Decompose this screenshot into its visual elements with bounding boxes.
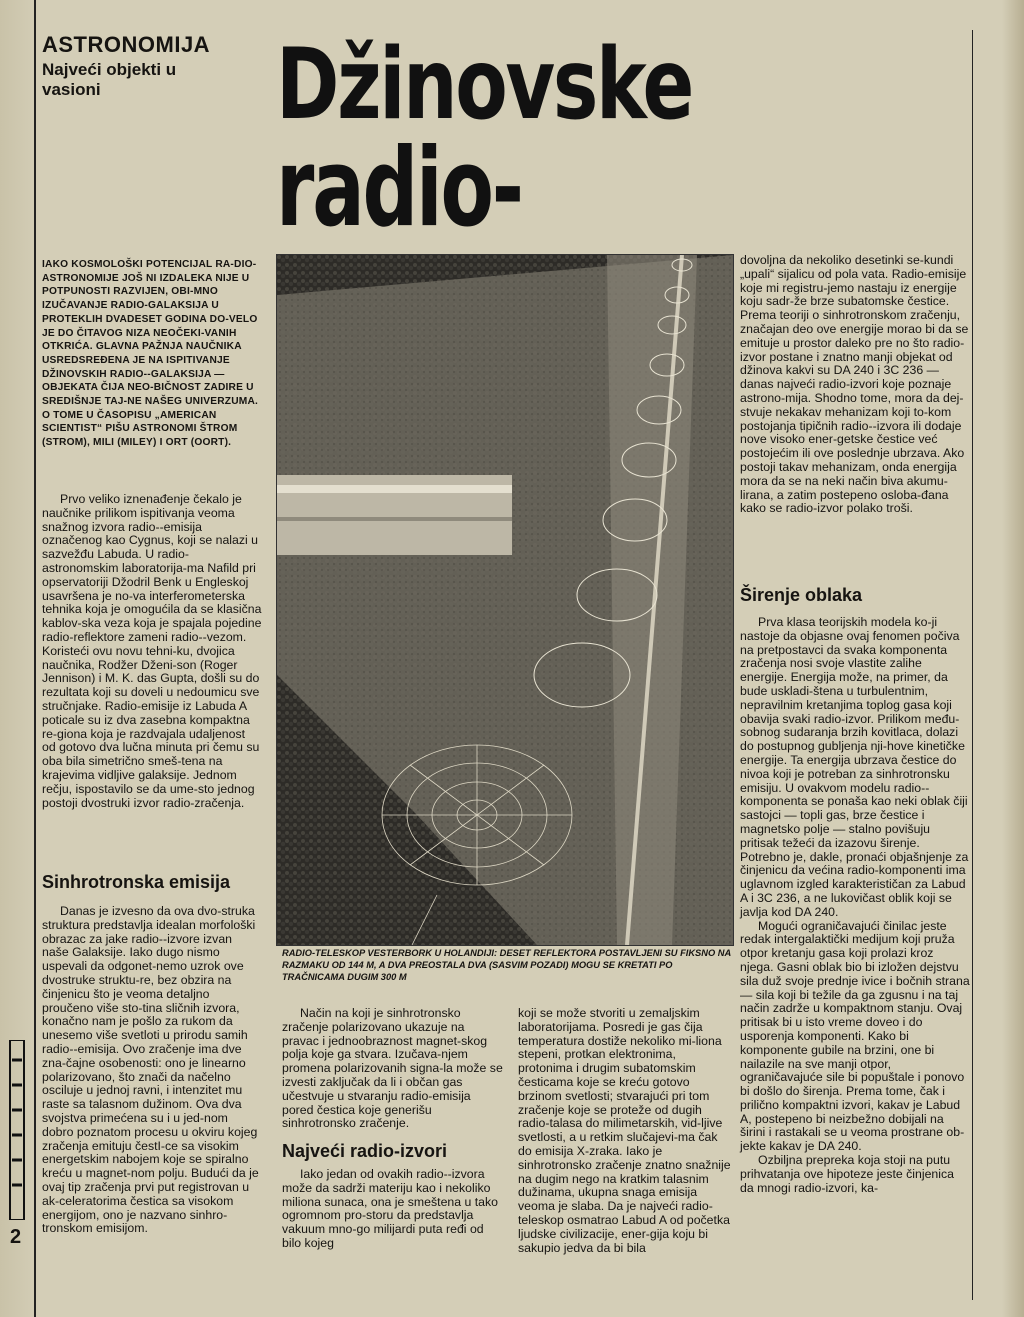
section-subtitle: Najveći objekti u vasioni (42, 60, 177, 99)
column-1-upper (42, 493, 262, 810)
subheading-largest-sources: Najveći radio-izvori (282, 1141, 448, 1161)
column-2-upper (282, 1007, 504, 1131)
left-border-rule (34, 0, 36, 1317)
column-3 (518, 1007, 732, 1255)
page-edge (1002, 0, 1024, 1317)
section-title: ASTRONOMIJA (42, 32, 211, 57)
paragraph: koji se može stvoriti u zemaljskim laboratorijama. Posredi je gas čija temperatura dostiže nekoliko mi-liona stepeni, protkan elektronima, protonima i drugim subatomskim česticama koje se kreću gotovo brzinom svetlosti; stvarajući pri tom zračenje koje se proteže od dugih radio-talasa do milimetarskih, vid-ljive svetlosti, a u retkim slučajevi-ma čak do emisija X-zraka. Iako je sinhrotronsko zračenje znatno snažnije na dugim nego na kratkim talasnim dužinama, ukupna snaga emisija veoma je slaba. Da je najveći radio-teleskop osmatrao Labud A od početka ljudske civilizacije, ener-gija koju bi sakupio jedva da bi bila (518, 1006, 731, 1255)
radio-telescope-photo (276, 254, 734, 946)
paragraph: Ozbiljna prepreka koja stoji na putu prihvatanja ove hipoteze jeste činjenica da mnogi radio-izvori, ka- (740, 1153, 954, 1195)
telescope-photo-illustration (277, 255, 733, 945)
column-2-lower (282, 1168, 504, 1251)
headline-line-1: Džinovske (276, 28, 692, 142)
headline-line-2: radio- (276, 126, 522, 251)
subheading-cloud-expansion: Širenje oblaka (740, 585, 863, 605)
paragraph: Mogući ograničavajući činilac jeste redak intergalaktički medijum koji pruža otpor kretanju gasa koji prolazi kroz njega. Gasni oblak bio bi izložen dejstvu sila duž svoje prednje ivice i bočnih strana — sila koji bi težile da ga zgusnu i na taj način zadrže u kompaktnom stanju. Ovaj pritisak bi u isto vreme doveo i do usporenja komponenti. Kako bi komponente gubile na brzini, one bi nailazile na sve manji otpor, ograničavajuće sile bi popuštale i ponovo bi došlo do širenja. Prema tome, čak i prilično kompaktni izvori, kakav je Labud A, postepeno bi neizbežno dobijali na širini i rastakali se u veoma prostrane ob-jekte kakav je DA 240. (740, 918, 970, 1154)
column-4-upper (740, 254, 970, 516)
paragraph: Danas je izvesno da ova dvo-struka struktura predstavlja idealan morfološki obrazac za jake radio--izvore izvan naše Galaksije. Iako dugo nismo uspevali da odgonet-nemo uzrok ove dvostruke struktu-re, bez obzira na činjenicu što je veoma detaljno proučeno više sto-tina sličnih izvora, konačno nam je pošlo za rukom da unesemo više svetloti u prirodu samih radio--emisija. Ovo zračenje ima dve zna-čajne osobenosti: ono je linearno polarizovano, što znači da načelno osciluje u jednoj ravni, i intenzitet mu raste sa talasnom dužinom. Ova dva svojstva primećena su i u jed-nom dobro poznatom procesu u okviru kojeg zračenja emituju čestI-ce sa visokim energetskim nabojem koje se spiralno kreću u magnet-nom polju. Budući da je ovaj tip zračenja prvi put registrovan u ak-celeratorima čestica sa visokom energijom, ono je nazvano sinhro-tronskom emisijom. (42, 904, 259, 1236)
subheading-synchrotron: Sinhrotronska emisija (42, 872, 231, 892)
column-1-lower (42, 905, 262, 1236)
column-4-lower (740, 616, 970, 1195)
paragraph: Prva klasa teorijskih modela ko-ji nastoje da objasne ovaj fenomen počiva na pretpostavci da svaka komponenta zračenja nosi svoje vlastite zalihe energije. Energija može, na primer, da bude uskladi-štena u turbulentnim, nepravilnim kretanjima toplog gasa koji obavija svaki radio-izvor. Prilikom među-sobnog sudaranja brzih kovitlaca, dolazi do postupnog gubljenja nji-hove kinetičke energije. Ta energija ubrzava čestice do nivoa koji je potreban za sinhrotronsku emisiju. U ovakvom modelu radio--komponenta se ponaša kao neki oblak čiji sastojci — topli gas, brze čestice i magnetsko polje — stalno povišuju pritisak težeći da izazovu širenje. Potrebno je, dakle, pronaći objašnjenje za činjenicu da većina radio-komponenti ima uglavnom izgled karakterističan za Labud A i 3C 236, a ne lukovičast oblik koji se javlja kod DA 240. (740, 615, 969, 919)
paragraph: Prvo veliko iznenađenje čekalo je naučnike prilikom ispitivanja veoma snažnog izvora radio--emisija označenog kao Cygnus, koji se nalazi u sazvežđu Labuda. U radio-astronomskim laboratorija-ma Nafild pri opservatoriji Džodril Benk u Engleskoj usavršena je no-va interferometerska tehnika koja je omogućila da se klasična kablov-ska veza koja je spajala pojedine radio-reflektore zameni radio--vezom. Koristeći ovu novu tehni-ku, dvojica naučnika, Rodžer Dženi-son (Roger Jennison) i M. K. das Gupta, došli su do rezultata koji su doveli u nedoumicu sve stručnjake. Radio-emisije iz Labuda A poticale su iz dva zasebna kompaktna re-giona koja je razdvajala udaljenost od gotovo dva lučna minuta pri čemu su oba bila simetrično smeš-tena na krajevima vidljive galaksije. Jednom rečju, ispostavilo se da ume-sto jednog postoji dvostruki izvor radio-zračenja. (42, 492, 262, 810)
page-number: 2 (10, 1226, 22, 1248)
magazine-logo-mark (4, 1040, 30, 1220)
right-column-rule (972, 30, 973, 1300)
lead-paragraph: IAKO KOSMOLOŠKI POTENCIJAL RA-DIO-ASTRONOMIJE JOŠ NI IZDALEKA NIJE U POTPUNOSTI RAZVIJEN, OBI-MNO IZUČAVANJE RADIO-GALAKSIJA U PROTEKLIH DVADESET GODINA DO-VELO JE DO ČITAVOG NIZA NEOČEKI-VANIH OTKRIĆA. GLAVNA PAŽNJA NAUČNIKA USREDSREĐENA JE NA ISPITIVANJE DŽINOVSKIH RADIO--GALAKSIJA — OBJEKATA ČIJA NEO-BIČNOST ZADIRE U SREDIŠNJE TAJ-NE NAŠEG UNIVERZUMA. O TOME U ČASOPISU „AMERICAN SCIENTIST“ PIŠU ASTRONOMI ŠTROM (STROM), MILI (MILEY) I ORT (OORT). (42, 259, 259, 449)
paragraph: dovoljna da nekoliko desetinki se-kundi „upali“ sijalicu od pola vata. Radio-emisije koje mi registru-jemo nastaju iz energije koju sadr-že brze subatomske čestice. Prema teoriji o sinhrotronskom zračenju, značajan deo ove energije morao bi da se emituje u prostor daleko pre no što radio-izvor postane i znatno manji objekat od džinova kakvi su DA 240 i 3C 236 — danas najveći radio-izvori koje poznaje astrono-mija. Shodno tome, mora da dej-stvuje nekakav mehanizam koji to-kom postojanja tipičnih radio--izvora ili dodaje nove visoko ener-getske čestice već postojećim ili ove poslednje ubrzava. Ako postoji takav mehanizam, onda energija mora da se na neki način biva akumu-lirana, a zatim postepeno osloba-đana kako se radio-izvor polako troši. (740, 253, 969, 516)
paragraph: Iako jedan od ovakih radio--izvora može da sadrži materiju kao i nekoliko miliona sunaca, ona je smeštena u tako ogromnom pro-storu da predstavlja vakuum mno-go milijardi puta ređi od bilo kojeg (282, 1167, 499, 1250)
paragraph: Način na koji je sinhrotronsko zračenje polarizovano ukazuje na pravac i jednoobraznost magnet-skog polja koje ga stvara. Izučava-njem promena polarizovanih signa-la može se izvesti zaključak da li i občan gas učestvuje u stvaranju radio-emisija pored čestica koje generišu sinhrotronsko zračenje. (282, 1006, 503, 1131)
photo-caption: RADIO-TELESKOP VESTERBORK U HOLANDIJI: DESET REFLEKTORA POSTAVLJENI SU FIKSNO NA RAZMAKU OD 144 M, A DVA PREOSTALA DVA (SASVIM POZADI) MOGU SE KRETATI PO TRAČNICAMA DUGIM 300 M (282, 948, 731, 982)
